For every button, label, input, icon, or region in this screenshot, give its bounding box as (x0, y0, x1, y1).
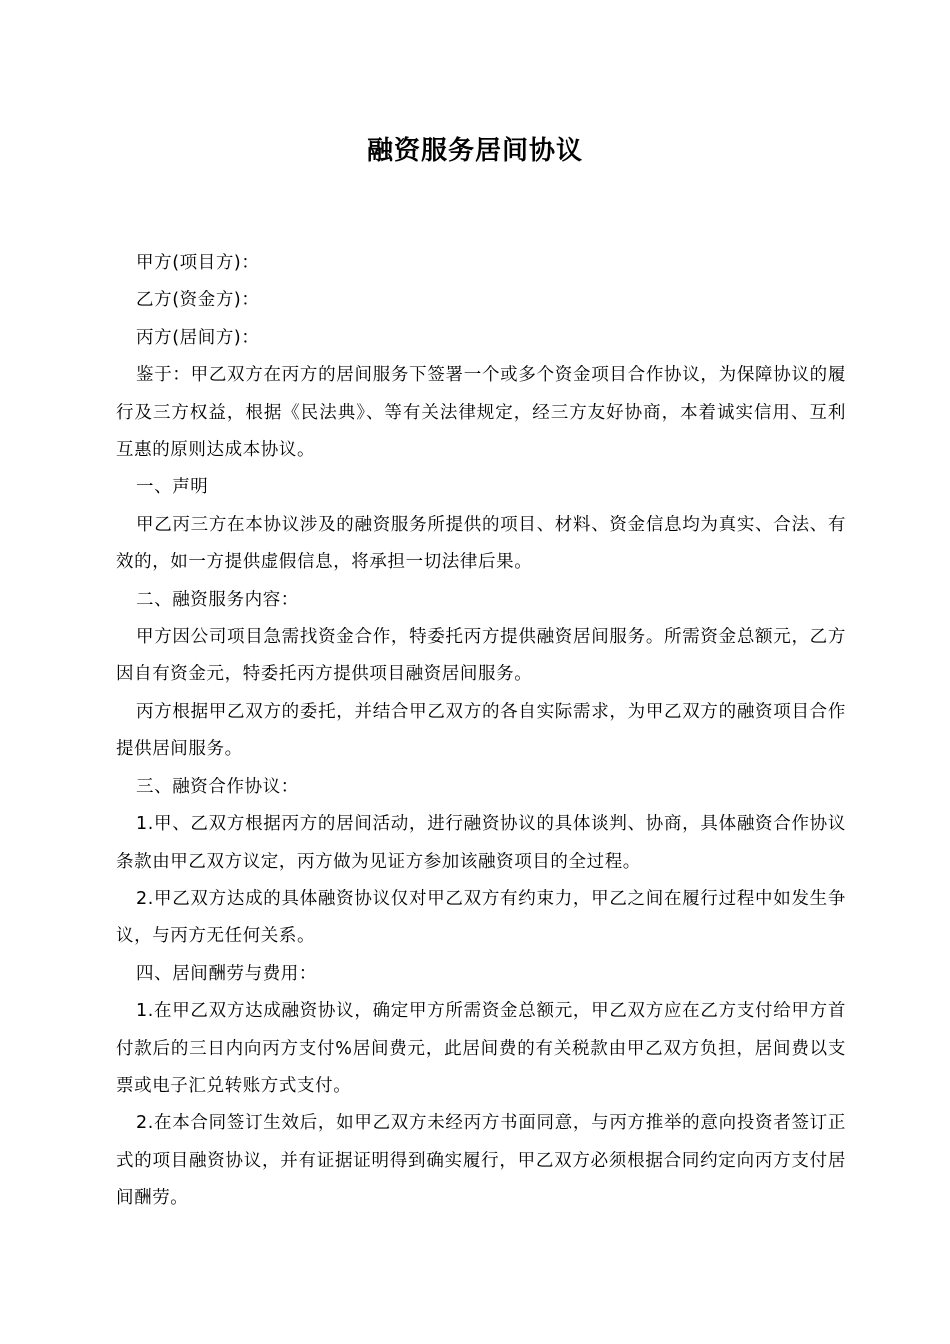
service-content-paragraph-1: 甲方因公司项目急需找资金合作，特委托丙方提供融资居间服务。所需资金总额元，乙方因自有资金元，特委托丙方提供项目融资居间服务。 (116, 627, 846, 685)
party-b-line: 乙方(资金方)： (136, 290, 260, 311)
section-heading-cooperation: 三、融资合作协议： (136, 776, 299, 797)
preamble-paragraph: 鉴于：甲乙双方在丙方的居间服务下签署一个或多个资金项目合作协议，为保障协议的履行及三方权益，根据《民法典》、等有关法律规定，经三方友好协商，本着诚实信用、互利互惠的原则达成本协议。 (116, 365, 846, 461)
remuneration-clause-1: 1.在甲乙双方达成融资协议，确定甲方所需资金总额元，甲乙双方应在乙方支付给甲方首付款后的三日内向丙方支付%居间费元，此居间费的有关税款由甲乙双方负担，居间费以支票或电子汇兑转账方式支付。 (116, 1001, 846, 1096)
remuneration-clause-2: 2.在本合同签订生效后，如甲乙双方未经丙方书面同意，与丙方推举的意向投资者签订正式的项目融资协议，并有证据证明得到确实履行，甲乙双方必须根据合同约定向丙方支付居间酬劳。 (116, 1113, 846, 1209)
cooperation-clause-2: 2.甲乙双方达成的具体融资协议仅对甲乙双方有约束力，甲乙之间在履行过程中如发生争议，与丙方无任何关系。 (116, 888, 846, 947)
party-a-line: 甲方(项目方)： (136, 253, 260, 273)
party-c-line: 丙方(居间方)： (136, 327, 260, 348)
declaration-paragraph: 甲乙丙三方在本协议涉及的融资服务所提供的项目、材料、资金信息均为真实、合法、有效的，如一方提供虚假信息，将承担一切法律后果。 (116, 514, 846, 573)
section-heading-remuneration: 四、居间酬劳与费用： (136, 963, 317, 984)
document-title: 融资服务居间协议 (366, 136, 583, 166)
section-heading-service-content: 二、融资服务内容： (136, 589, 299, 610)
document-body (116, 245, 846, 1218)
cooperation-clause-1: 1.甲、乙双方根据丙方的居间活动，进行融资协议的具体谈判、协商，具体融资合作协议条款由甲乙双方议定，丙方做为见证方参加该融资项目的全过程。 (116, 814, 846, 872)
service-content-paragraph-2: 丙方根据甲乙双方的委托，并结合甲乙双方的各自实际需求，为甲乙双方的融资项目合作提供居间服务。 (116, 701, 846, 760)
section-heading-declaration: 一、声明 (136, 477, 209, 498)
